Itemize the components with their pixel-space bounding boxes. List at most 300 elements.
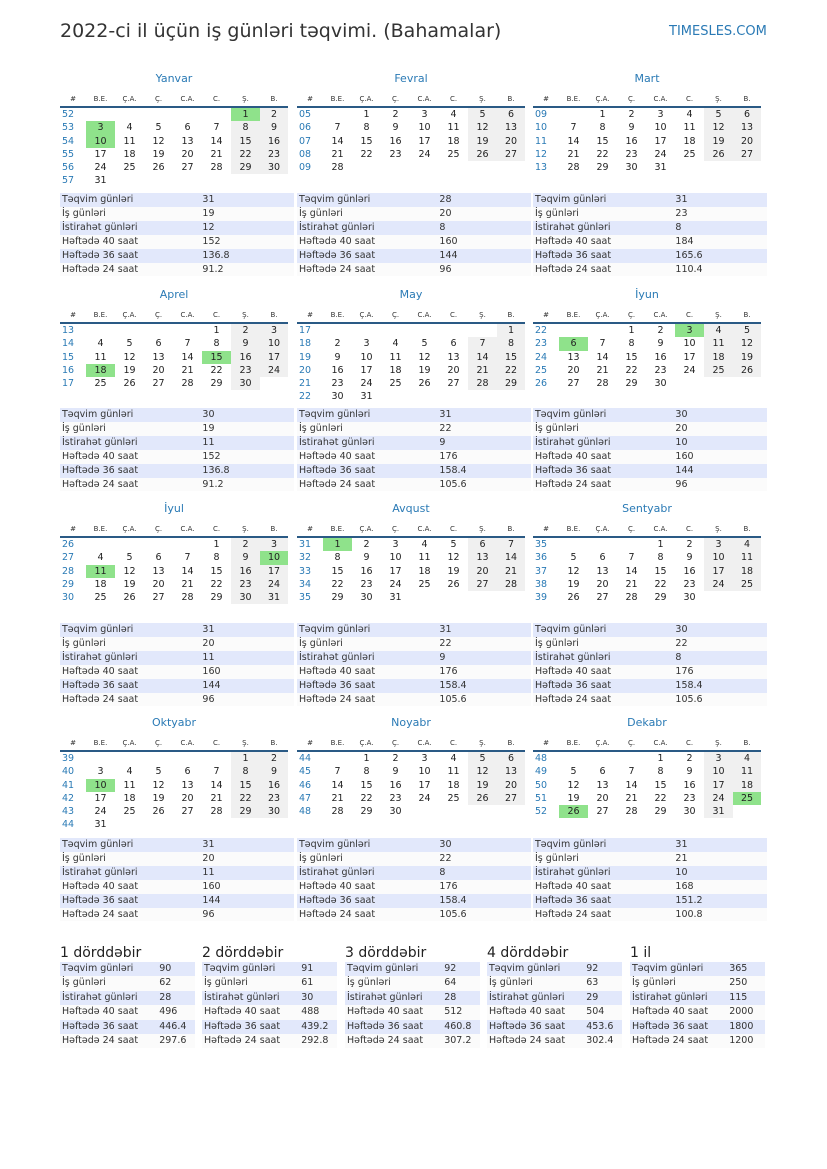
stat-value: 12 xyxy=(200,221,294,235)
day-cell: 2 xyxy=(686,539,693,550)
weekday-label: B.E. xyxy=(323,308,352,323)
day-cell: 31 xyxy=(654,162,667,174)
stat-label: Həftədə 36 saat xyxy=(345,1020,442,1034)
day-cell: 22 xyxy=(231,792,260,805)
stat-value: 105.6 xyxy=(437,693,531,707)
day-cell: 20 xyxy=(567,364,580,376)
day-cell: 6 xyxy=(155,338,162,350)
stat-label: İstirahət günləri xyxy=(297,436,437,450)
day-cell: 16 xyxy=(683,779,696,791)
day-cell: 30 xyxy=(231,377,260,390)
week-row xyxy=(60,323,288,337)
weekday-label: B.E. xyxy=(559,92,588,107)
week-number: 39 xyxy=(62,753,75,764)
day-cell: 27 xyxy=(497,148,525,161)
weekday-label: B.E. xyxy=(323,92,352,107)
day-cell: 22 xyxy=(654,578,667,590)
stat-row xyxy=(533,880,767,894)
week-number: 15 xyxy=(62,351,75,363)
stat-row xyxy=(345,1034,480,1048)
stat-value: 10 xyxy=(673,866,767,880)
stat-label: Həftədə 24 saat xyxy=(630,1034,727,1048)
day-cell: 21 xyxy=(567,148,580,160)
day-cell: 2 xyxy=(260,107,288,121)
day-cell: 26 xyxy=(567,592,580,604)
day-cell: 6 xyxy=(450,338,457,350)
stat-label: Həftədə 36 saat xyxy=(60,894,200,908)
empty-cell xyxy=(468,591,497,604)
empty-cell xyxy=(559,107,588,121)
day-cell: 19 xyxy=(468,779,497,792)
stat-label: Həftədə 40 saat xyxy=(533,665,673,679)
day-cell: 19 xyxy=(123,364,136,376)
day-cell: 27 xyxy=(567,378,580,390)
stat-label: Həftədə 40 saat xyxy=(60,665,200,679)
day-cell: 17 xyxy=(654,135,667,147)
empty-cell xyxy=(115,818,144,831)
weekday-label: C. xyxy=(202,308,231,323)
weekday-header xyxy=(60,92,288,107)
month-stats xyxy=(297,838,531,921)
week-row xyxy=(297,148,525,161)
stat-row xyxy=(630,991,765,1005)
stat-row xyxy=(533,894,767,908)
day-cell: 22 xyxy=(497,364,525,377)
quarter-title: 4 dörddəbir xyxy=(487,945,569,961)
month-4 xyxy=(297,288,525,404)
stat-row xyxy=(487,962,622,976)
week-row xyxy=(297,323,525,337)
weekday-label: Ç.A. xyxy=(588,736,617,751)
quarter-title: 3 dörddəbir xyxy=(345,945,427,961)
day-cell: 14 xyxy=(596,351,609,363)
day-cell: 3 xyxy=(86,121,115,134)
empty-cell xyxy=(439,591,468,604)
week-number: 27 xyxy=(62,552,75,564)
day-cell: 20 xyxy=(468,565,497,578)
week-row xyxy=(60,792,288,805)
stat-value: 110.4 xyxy=(673,263,767,277)
week-row xyxy=(60,537,288,551)
empty-cell xyxy=(617,537,646,551)
stat-label: İş günləri xyxy=(60,422,200,436)
stat-row xyxy=(533,193,767,207)
day-cell: 1 xyxy=(657,539,664,550)
day-cell: 27 xyxy=(152,592,165,604)
weekday-header xyxy=(533,736,761,751)
week-number: 18 xyxy=(299,338,312,350)
empty-cell xyxy=(260,818,288,831)
day-cell: 27 xyxy=(181,162,194,174)
day-cell: 6 xyxy=(497,107,525,121)
stat-label: Həftədə 40 saat xyxy=(60,450,200,464)
month-3 xyxy=(60,288,288,390)
week-row xyxy=(533,591,761,604)
day-cell: 9 xyxy=(334,351,341,363)
stat-label: Həftədə 24 saat xyxy=(533,263,673,277)
day-cell: 18 xyxy=(704,351,733,364)
stat-label: Təqvim günləri xyxy=(533,838,673,852)
stat-label: İş günləri xyxy=(60,637,200,651)
week-number: 08 xyxy=(299,148,312,160)
month-stats xyxy=(60,838,294,921)
stat-row xyxy=(533,651,767,665)
stat-row xyxy=(533,679,767,693)
day-cell: 23 xyxy=(625,148,638,160)
month-name: Noyabr xyxy=(391,716,431,729)
day-cell: 25 xyxy=(418,578,431,590)
weekday-label: C.A. xyxy=(646,522,675,537)
stat-row xyxy=(345,991,480,1005)
week-number: 28 xyxy=(62,565,75,577)
stat-label: Həftədə 36 saat xyxy=(60,1020,157,1034)
day-cell: 29 xyxy=(331,592,344,604)
brand-logo[interactable]: TIMESLES.COM xyxy=(669,24,767,39)
month-stats xyxy=(60,193,294,276)
stat-label: İş günləri xyxy=(297,207,437,221)
weekday-header xyxy=(60,308,288,323)
day-cell: 15 xyxy=(360,135,373,147)
stat-label: İş günləri xyxy=(533,422,673,436)
stat-value: 30 xyxy=(673,623,767,637)
day-cell: 27 xyxy=(733,148,761,161)
empty-cell xyxy=(202,751,231,765)
stat-value: 11 xyxy=(200,436,294,450)
stat-value: 9 xyxy=(437,651,531,665)
day-cell: 13 xyxy=(181,779,194,791)
week-number: 24 xyxy=(535,351,548,363)
empty-cell xyxy=(144,174,173,187)
weekday-label: C.A. xyxy=(410,308,439,323)
day-cell: 13 xyxy=(152,351,165,363)
stat-row xyxy=(630,976,765,990)
day-cell: 24 xyxy=(389,578,402,590)
stat-row xyxy=(297,665,531,679)
day-cell: 12 xyxy=(152,135,165,147)
weekday-label: Ş. xyxy=(704,736,733,751)
day-cell: 7 xyxy=(334,122,341,134)
day-cell: 14 xyxy=(625,565,638,577)
day-cell: 21 xyxy=(625,792,638,804)
day-cell: 13 xyxy=(596,779,609,791)
month-stats xyxy=(533,408,767,491)
stat-label: Həftədə 24 saat xyxy=(487,1034,584,1048)
stat-row xyxy=(297,464,531,478)
stat-label: İş günləri xyxy=(60,852,200,866)
week-number: 57 xyxy=(62,175,75,187)
empty-cell xyxy=(381,390,410,403)
day-cell: 1 xyxy=(497,323,525,337)
stat-row xyxy=(487,976,622,990)
stat-row xyxy=(60,894,294,908)
day-cell: 25 xyxy=(123,806,136,818)
day-cell: 22 xyxy=(210,364,223,376)
stat-label: Təqvim günləri xyxy=(297,838,437,852)
stat-row xyxy=(630,1020,765,1034)
day-cell: 23 xyxy=(260,792,288,805)
day-cell: 27 xyxy=(596,592,609,604)
day-cell: 17 xyxy=(360,364,373,376)
week-number: 05 xyxy=(299,109,312,120)
stat-row xyxy=(60,436,294,450)
stat-row xyxy=(60,679,294,693)
day-cell: 10 xyxy=(260,551,288,564)
week-number: 39 xyxy=(535,592,548,604)
month-7 xyxy=(297,502,525,604)
day-cell: 15 xyxy=(210,565,223,577)
week-row xyxy=(533,135,761,148)
week-number: 21 xyxy=(299,378,312,390)
day-cell: 25 xyxy=(683,148,696,160)
stat-label: İş günləri xyxy=(297,422,437,436)
stat-label: Təqvim günləri xyxy=(533,408,673,422)
empty-cell xyxy=(559,537,588,551)
quarter-title: 1 dörddəbir xyxy=(60,945,142,961)
weekday-label: Ç. xyxy=(144,308,173,323)
day-cell: 22 xyxy=(360,792,373,804)
week-number: 10 xyxy=(535,122,548,134)
day-cell: 21 xyxy=(468,364,497,377)
day-cell: 18 xyxy=(683,135,696,147)
day-cell: 28 xyxy=(210,162,223,174)
weekday-label: # xyxy=(297,92,323,107)
day-cell: 1 xyxy=(213,325,220,336)
stat-value: 64 xyxy=(442,976,480,990)
empty-cell xyxy=(173,323,202,337)
stat-label: Həftədə 36 saat xyxy=(202,1020,299,1034)
day-cell: 20 xyxy=(596,792,609,804)
stat-row xyxy=(202,991,337,1005)
day-cell: 18 xyxy=(733,565,761,578)
empty-cell xyxy=(410,805,439,818)
day-cell: 2 xyxy=(231,537,260,551)
day-cell: 13 xyxy=(152,565,165,577)
week-number: 09 xyxy=(535,109,548,120)
week-row xyxy=(297,377,525,390)
day-cell: 4 xyxy=(126,766,133,778)
week-row xyxy=(60,805,288,818)
day-cell: 3 xyxy=(421,753,428,764)
month-9 xyxy=(60,716,288,832)
weekday-label: Ş. xyxy=(704,92,733,107)
day-cell: 6 xyxy=(599,552,606,564)
week-number: 17 xyxy=(62,378,75,390)
day-cell: 19 xyxy=(152,792,165,804)
stat-value: 20 xyxy=(200,637,294,651)
day-cell: 8 xyxy=(213,338,220,350)
stat-value: 158.4 xyxy=(437,679,531,693)
empty-cell xyxy=(202,107,231,121)
stat-label: Həftədə 24 saat xyxy=(297,908,437,922)
stat-value: 10 xyxy=(673,436,767,450)
stat-row xyxy=(487,1005,622,1019)
day-cell: 10 xyxy=(704,765,733,778)
stat-value: 144 xyxy=(437,249,531,263)
month-1 xyxy=(297,72,525,174)
day-cell: 6 xyxy=(468,537,497,551)
day-cell: 1 xyxy=(231,107,260,121)
stat-value: 144 xyxy=(673,464,767,478)
stat-label: Həftədə 24 saat xyxy=(297,693,437,707)
day-cell: 27 xyxy=(447,378,460,390)
empty-cell xyxy=(439,323,468,337)
weekday-label: B. xyxy=(260,92,288,107)
stat-label: Təqvim günləri xyxy=(60,623,200,637)
month-table xyxy=(60,522,288,604)
weekday-label: B. xyxy=(260,308,288,323)
day-cell: 18 xyxy=(389,364,402,376)
weekday-header xyxy=(60,736,288,751)
week-number: 54 xyxy=(62,135,75,147)
stat-value: 22 xyxy=(437,852,531,866)
week-row xyxy=(60,818,288,831)
empty-cell xyxy=(202,174,231,187)
stat-value: 504 xyxy=(584,1005,622,1019)
weekday-label: # xyxy=(297,308,323,323)
week-number: 42 xyxy=(62,792,75,804)
stat-row xyxy=(297,207,531,221)
day-cell: 19 xyxy=(152,148,165,160)
day-cell: 30 xyxy=(331,391,344,403)
day-cell: 1 xyxy=(231,751,260,765)
stat-row xyxy=(487,1020,622,1034)
day-cell: 8 xyxy=(363,766,370,778)
day-cell: 5 xyxy=(570,552,577,564)
day-cell: 24 xyxy=(654,148,667,160)
stat-row xyxy=(297,880,531,894)
weekday-label: C. xyxy=(202,522,231,537)
week-number: 23 xyxy=(535,338,548,350)
stat-row xyxy=(60,665,294,679)
day-cell: 19 xyxy=(468,135,497,148)
weekday-label: Ç. xyxy=(381,736,410,751)
weekday-header xyxy=(533,308,761,323)
stat-value: 31 xyxy=(437,408,531,422)
stat-value: 176 xyxy=(437,880,531,894)
day-cell: 6 xyxy=(184,122,191,134)
empty-cell xyxy=(323,323,352,337)
week-row xyxy=(533,337,761,350)
week-row xyxy=(60,551,288,564)
week-row xyxy=(533,805,761,818)
stat-row xyxy=(630,1034,765,1048)
stat-value: 31 xyxy=(200,193,294,207)
week-row xyxy=(60,148,288,161)
week-number: 48 xyxy=(299,806,312,818)
day-cell: 21 xyxy=(596,364,609,376)
empty-cell xyxy=(588,323,617,337)
day-cell: 23 xyxy=(231,578,260,591)
day-cell: 24 xyxy=(418,792,431,804)
month-name: Mart xyxy=(634,72,660,85)
stat-row xyxy=(533,866,767,880)
week-number: 13 xyxy=(62,325,75,336)
stat-value: 365 xyxy=(727,962,765,976)
stat-value: 2000 xyxy=(727,1005,765,1019)
day-cell: 26 xyxy=(704,148,733,161)
day-cell: 19 xyxy=(704,135,733,148)
stat-value: 512 xyxy=(442,1005,480,1019)
stat-label: Təqvim günləri xyxy=(202,962,299,976)
day-cell: 11 xyxy=(123,135,136,147)
stat-value: 1800 xyxy=(727,1020,765,1034)
stat-label: Həftədə 40 saat xyxy=(202,1005,299,1019)
day-cell: 11 xyxy=(418,552,431,564)
stat-label: Həftədə 36 saat xyxy=(533,679,673,693)
weekday-label: B.E. xyxy=(323,736,352,751)
day-cell: 17 xyxy=(704,779,733,792)
month-table xyxy=(297,308,525,404)
stat-row xyxy=(345,1020,480,1034)
day-cell: 12 xyxy=(123,565,136,577)
day-cell: 16 xyxy=(260,135,288,148)
stat-label: İş günləri xyxy=(533,637,673,651)
month-name: Oktyabr xyxy=(151,716,197,729)
day-cell: 27 xyxy=(181,806,194,818)
weekday-label: Ç. xyxy=(617,736,646,751)
weekday-label: # xyxy=(60,736,86,751)
page-title: 2022-ci il üçün iş günləri təqvimi. (Bahamalar) xyxy=(60,20,502,42)
day-cell: 5 xyxy=(468,751,497,765)
stat-label: İstirahət günləri xyxy=(533,651,673,665)
day-cell: 12 xyxy=(567,779,580,791)
weekday-label: Ş. xyxy=(231,308,260,323)
day-cell: 7 xyxy=(570,122,577,134)
stat-row xyxy=(297,908,531,922)
day-cell: 15 xyxy=(231,779,260,792)
stat-row xyxy=(533,908,767,922)
day-cell: 30 xyxy=(389,806,402,818)
empty-cell xyxy=(497,591,525,604)
day-cell: 30 xyxy=(360,592,373,604)
stat-row xyxy=(533,478,767,492)
month-stats xyxy=(297,193,531,276)
day-cell: 1 xyxy=(323,537,352,551)
stat-row xyxy=(297,249,531,263)
empty-cell xyxy=(260,377,288,390)
day-cell: 26 xyxy=(152,806,165,818)
day-cell: 21 xyxy=(625,578,638,590)
day-cell: 4 xyxy=(686,109,693,120)
weekday-label: Ç.A. xyxy=(115,308,144,323)
stat-row xyxy=(60,450,294,464)
stat-value: 184 xyxy=(673,235,767,249)
month-name: Yanvar xyxy=(155,72,193,85)
day-cell: 17 xyxy=(418,779,431,791)
empty-cell xyxy=(115,107,144,121)
month-name: May xyxy=(399,288,423,301)
weekday-label: B.E. xyxy=(86,736,115,751)
day-cell: 16 xyxy=(231,351,260,364)
month-10 xyxy=(297,716,525,818)
day-cell: 13 xyxy=(447,351,460,363)
day-cell: 18 xyxy=(447,135,460,147)
day-cell: 3 xyxy=(704,751,733,765)
week-row xyxy=(297,121,525,134)
empty-cell xyxy=(588,537,617,551)
stat-row xyxy=(297,221,531,235)
day-cell: 18 xyxy=(123,148,136,160)
day-cell: 29 xyxy=(625,378,638,390)
day-cell: 28 xyxy=(181,378,194,390)
day-cell: 26 xyxy=(468,792,497,805)
empty-cell xyxy=(231,818,260,831)
day-cell: 15 xyxy=(360,779,373,791)
week-row xyxy=(533,765,761,778)
weekday-label: C. xyxy=(202,92,231,107)
day-cell: 18 xyxy=(733,779,761,792)
stat-row xyxy=(60,207,294,221)
